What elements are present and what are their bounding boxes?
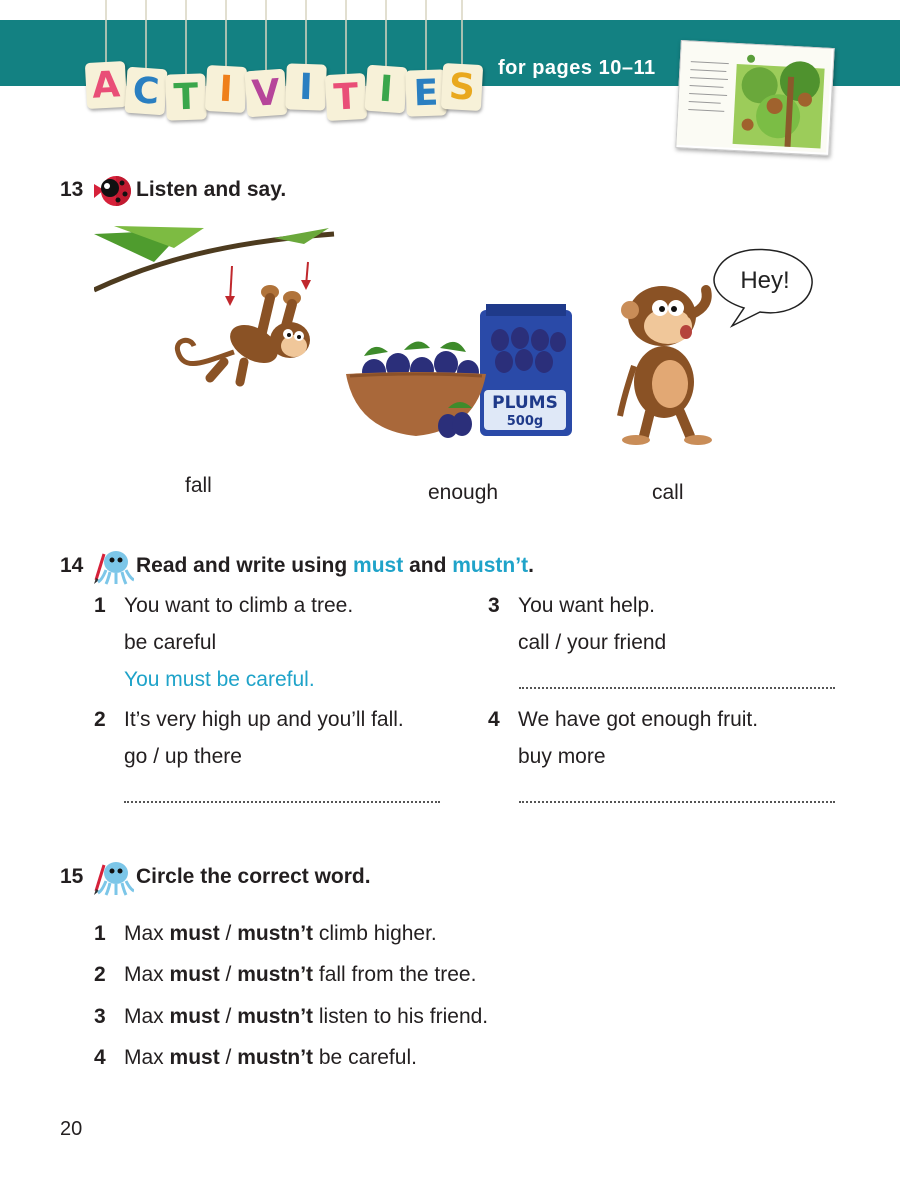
- exercise-14-item-1: [94, 587, 454, 707]
- choice-separator: /: [219, 1046, 238, 1069]
- item-prompt: You want to climb a tree.: [124, 594, 354, 617]
- sentence-end: be careful.: [313, 1046, 417, 1069]
- section-15-heading: [60, 857, 371, 897]
- item-number: 1: [94, 594, 106, 617]
- choice-separator: /: [219, 1005, 238, 1028]
- item-cue: be careful: [124, 631, 217, 654]
- plums-illustration: [344, 300, 580, 446]
- write-octopus-icon: [90, 546, 134, 586]
- item-number: 2: [94, 708, 106, 731]
- item-number: 2: [94, 963, 106, 986]
- exercise-15-item-4: [94, 1046, 417, 1070]
- item-cue: buy more: [518, 745, 606, 768]
- exercise-14-item-2: [94, 701, 464, 781]
- choice-mustnt[interactable]: mustn’t: [237, 1046, 314, 1069]
- choice-mustnt[interactable]: mustn’t: [237, 1005, 314, 1028]
- section-number: 15: [60, 865, 84, 888]
- item-number: 4: [94, 1046, 106, 1069]
- choice-separator: /: [219, 963, 238, 986]
- for-pages-label: for pages 10–11: [498, 57, 656, 79]
- word-fall: fall: [185, 474, 212, 497]
- title-letter-tile: I: [285, 63, 327, 110]
- section-14-heading: [60, 546, 534, 586]
- story-postcard-image: [675, 40, 834, 156]
- exercise-15-item-2: [94, 963, 476, 987]
- choice-must[interactable]: must: [169, 922, 220, 945]
- item-prompt: It’s very high up and you’ll fall.: [124, 708, 404, 731]
- keyword-mustnt: mustn’t: [452, 554, 529, 577]
- item-number: 3: [488, 594, 500, 617]
- choice-must[interactable]: must: [169, 963, 220, 986]
- item-number: 4: [488, 708, 500, 731]
- choice-must[interactable]: must: [169, 1005, 220, 1028]
- keyword-must: must: [353, 554, 404, 577]
- choice-mustnt[interactable]: mustn’t: [237, 963, 314, 986]
- instruction-text: and: [403, 554, 453, 577]
- instruction-text: Read and write using: [136, 554, 354, 577]
- plums-bag-weight: 500g: [506, 414, 544, 429]
- sentence-start: Max: [124, 922, 170, 945]
- word-enough: enough: [428, 481, 499, 504]
- item-number: 1: [94, 922, 106, 945]
- title-letter-tile: A: [85, 61, 127, 109]
- exercise-14-item-4: [488, 701, 848, 781]
- title-letter-tile: S: [441, 63, 483, 111]
- instruction-text: .: [528, 554, 534, 577]
- section-number: 13: [60, 178, 84, 201]
- answer-line-2[interactable]: [124, 800, 440, 803]
- section-15-instruction: Circle the correct word.: [136, 865, 371, 888]
- choice-separator: /: [219, 922, 238, 945]
- sentence-end: climb higher.: [313, 922, 437, 945]
- exercise-14-item-3: [488, 587, 848, 667]
- item-cue: call / your friend: [518, 631, 667, 654]
- sentence-start: Max: [124, 1046, 170, 1069]
- item-prompt: You want help.: [518, 594, 656, 617]
- sentence-start: Max: [124, 1005, 170, 1028]
- sentence-end: fall from the tree.: [313, 963, 477, 986]
- falling-monkey-illustration: [94, 222, 344, 392]
- listen-ladybug-icon: [90, 170, 134, 210]
- sentence-end: listen to his friend.: [313, 1005, 489, 1028]
- title-letter-tile: I: [205, 65, 247, 113]
- item-number: 3: [94, 1005, 106, 1028]
- item-cue: go / up there: [124, 745, 242, 768]
- sentence-start: Max: [124, 963, 170, 986]
- section-13-heading: [60, 170, 286, 210]
- calling-monkey-illustration: [600, 246, 816, 452]
- exercise-15-item-1: [94, 922, 437, 946]
- choice-mustnt[interactable]: mustn’t: [237, 922, 314, 945]
- exercise-15-item-3: [94, 1005, 488, 1029]
- title-letter-tile: C: [124, 67, 167, 116]
- item-example-answer: You must be careful.: [124, 668, 315, 691]
- choice-must[interactable]: must: [169, 1046, 220, 1069]
- answer-line-4[interactable]: [519, 800, 835, 803]
- section-14-instruction: [136, 554, 534, 578]
- section-number: 14: [60, 554, 84, 577]
- title-letter-tile: T: [165, 73, 207, 120]
- item-prompt: We have got enough fruit.: [518, 708, 759, 731]
- answer-line-3[interactable]: [519, 686, 835, 689]
- title-letter-tile: T: [325, 73, 367, 121]
- plums-bag-label: PLUMS: [492, 393, 558, 413]
- write-octopus-icon: [90, 857, 134, 897]
- speech-bubble-text: Hey!: [740, 267, 790, 294]
- title-letter-tile: V: [244, 69, 287, 118]
- word-call: call: [652, 481, 684, 504]
- title-letter-tile: E: [405, 69, 447, 116]
- section-13-instruction: Listen and say.: [136, 178, 287, 201]
- title-letter-tile: I: [364, 65, 407, 114]
- page-number: 20: [60, 1118, 83, 1140]
